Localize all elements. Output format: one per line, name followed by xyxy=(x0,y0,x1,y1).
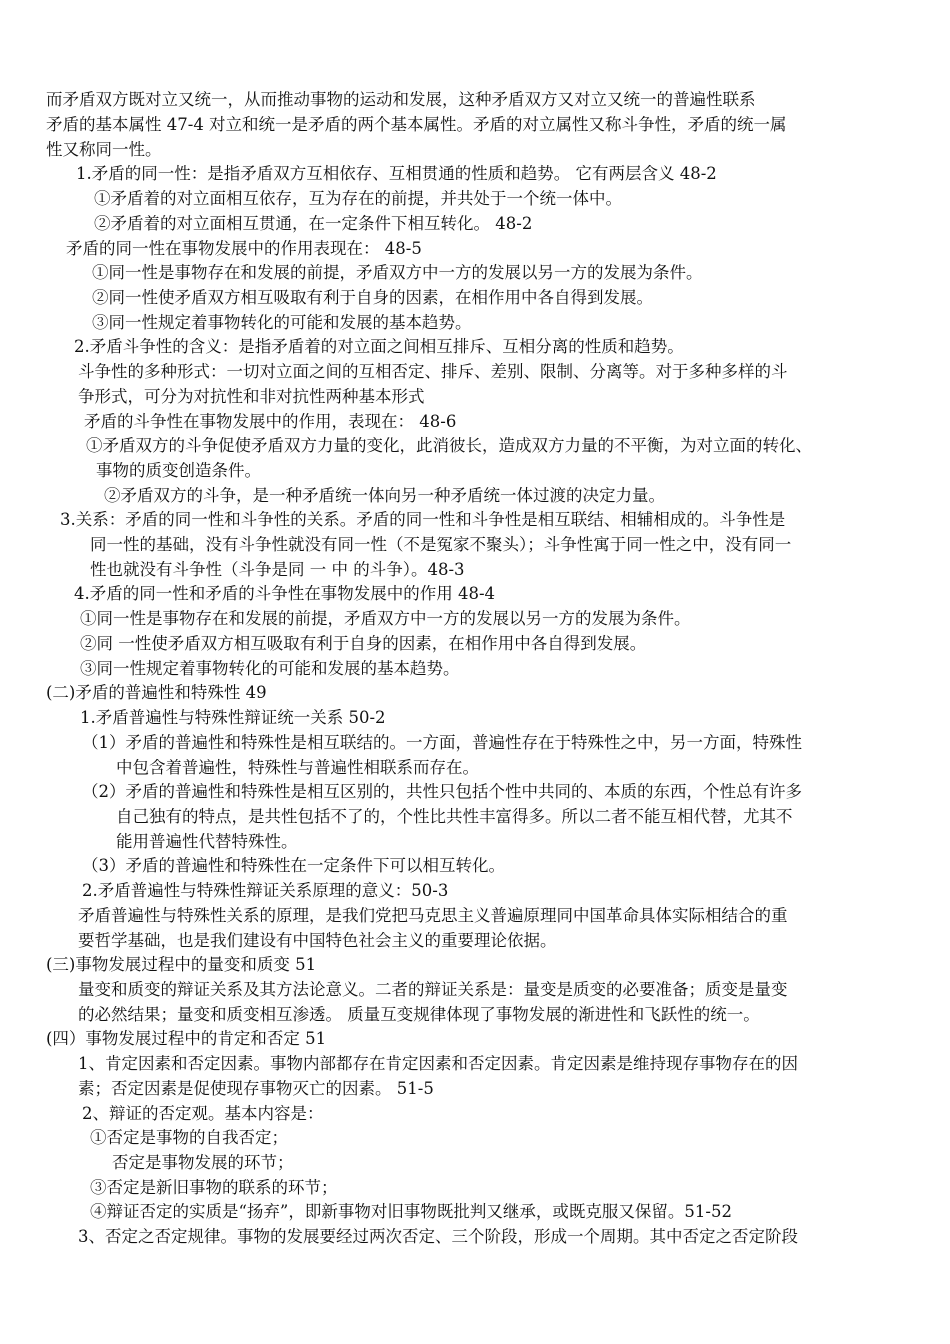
text-line: 事物的质变创造条件。 xyxy=(96,461,261,480)
text-line: 同一性的基础，没有斗争性就没有同一性（不是冤家不聚头）；斗争性寓于同一性之中，没有同一 xyxy=(90,535,792,554)
text-line: 矛盾的同一性在事物发展中的作用表现在： 48-5 xyxy=(66,239,422,258)
text-line: 自己独有的特点，是共性包括不了的，个性比共性丰富得多。所以二者不能互相代替，尤其不 xyxy=(116,807,793,826)
text-line: 要哲学基础，也是我们建设有中国特色社会主义的重要理论依据。 xyxy=(78,931,557,950)
text-line: ①矛盾双方的斗争促使矛盾双方力量的变化，此消彼长，造成双方力量的不平衡，为对立面的转化、 xyxy=(86,436,812,455)
text-line: ①同一性是事物存在和发展的前提，矛盾双方中一方的发展以另一方的发展为条件。 xyxy=(92,263,703,282)
text-line: 1.矛盾的同一性：是指矛盾双方互相依存、互相贯通的性质和趋势。 它有两层含义 48-2 xyxy=(76,164,717,183)
text-line: 的必然结果；量变和质变相互渗透。 质量互变规律体现了事物发展的渐进性和飞跃性的统一。 xyxy=(78,1005,760,1024)
text-line: ①矛盾着的对立面相互依存，互为存在的前提，并共处于一个统一体中。 xyxy=(94,189,622,208)
text-line: 矛盾的基本属性 47-4 对立和统一是矛盾的两个基本属性。矛盾的对立属性又称斗争性，矛盾的统一属 xyxy=(46,115,787,134)
text-line: （3）矛盾的普遍性和特殊性在一定条件下可以相互转化。 xyxy=(82,856,505,875)
text-line: ②同 一性使矛盾双方相互吸取有利于自身的因素，在相作用中各自得到发展。 xyxy=(80,634,647,653)
text-line: (四）事物发展过程中的肯定和否定 51 xyxy=(46,1029,327,1048)
text-line: 1、肯定因素和否定因素。事物内部都存在肯定因素和否定因素。肯定因素是维持现存事物存在的因 xyxy=(78,1054,798,1073)
text-line: 性又称同一性。 xyxy=(46,140,162,159)
text-line: 斗争性的多种形式：一切对立面之间的互相否定、排斥、差别、限制、分离等。对于多种多样的斗 xyxy=(78,362,788,381)
text-line: ③同一性规定着事物转化的可能和发展的基本趋势。 xyxy=(92,313,472,332)
text-line: ②矛盾着的对立面相互贯通，在一定条件下相互转化。 48-2 xyxy=(94,214,533,233)
text-line: 素；否定因素是促使现存事物灭亡的因素。 51-5 xyxy=(78,1079,434,1098)
text-line: ③否定是新旧事物的联系的环节； xyxy=(90,1178,338,1197)
text-line: 2.矛盾斗争性的含义：是指矛盾着的对立面之间相互排斥、互相分离的性质和趋势。 xyxy=(74,337,684,356)
text-line: ①同一性是事物存在和发展的前提，矛盾双方中一方的发展以另一方的发展为条件。 xyxy=(80,609,691,628)
text-line: 性也就没有斗争性（斗争是同 一 中 的斗争）。48-3 xyxy=(90,560,465,579)
text-line: 2.矛盾普遍性与特殊性辩证关系原理的意义：50-3 xyxy=(82,881,449,900)
text-line: 中包含着普遍性，特殊性与普遍性相联系而存在。 xyxy=(116,758,479,777)
text-line: ②矛盾双方的斗争，是一种矛盾统一体向另一种矛盾统一体过渡的决定力量。 xyxy=(104,486,665,505)
text-line: 能用普遍性代替特殊性。 xyxy=(116,832,298,851)
text-line: (二)矛盾的普遍性和特殊性 49 xyxy=(46,683,267,702)
text-line: （1）矛盾的普遍性和特殊性是相互联结的。一方面，普遍性存在于特殊性之中，另一方面，特殊性 xyxy=(82,733,802,752)
text-line: 4.矛盾的同一性和矛盾的斗争性在事物发展中的作用 48-4 xyxy=(74,584,496,603)
text-line: 1.矛盾普遍性与特殊性辩证统一关系 50-2 xyxy=(80,708,386,727)
text-line: ③同一性规定着事物转化的可能和发展的基本趋势。 xyxy=(80,659,460,678)
text-line: 矛盾的斗争性在事物发展中的作用，表现在： 48-6 xyxy=(84,412,457,431)
text-line: ④辩证否定的实质是“扬弃”，即新事物对旧事物既批判又继承，或既克服又保留。51-52 xyxy=(90,1202,732,1221)
text-line: 3.关系：矛盾的同一性和斗争性的关系。矛盾的同一性和斗争性是相互联结、相辅相成的。斗争性是 xyxy=(60,510,786,529)
text-line: 量变和质变的辩证关系及其方法论意义。二者的辩证关系是：量变是质变的必要准备；质变是量变 xyxy=(78,980,788,999)
text-line: ②同一性使矛盾双方相互吸取有利于自身的因素，在相作用中各自得到发展。 xyxy=(92,288,653,307)
text-line: （2）矛盾的普遍性和特殊性是相互区别的，共性只包括个性中共同的、本质的东西，个性总有许多 xyxy=(82,782,802,801)
text-line: 争形式，可分为对抗性和非对抗性两种基本形式 xyxy=(78,387,425,406)
text-line: 3、否定之否定规律。事物的发展要经过两次否定、三个阶段，形成一个周期。其中否定之否定阶段 xyxy=(78,1227,798,1246)
text-line: 矛盾普遍性与特殊性关系的原理，是我们党把马克思主义普遍原理同中国革命具体实际相结合的重 xyxy=(78,906,788,925)
text-line: 2、辩证的否定观。基本内容是： xyxy=(82,1104,324,1123)
text-line: ①否定是事物的自我否定； xyxy=(90,1128,288,1147)
text-line: 而矛盾双方既对立又统一，从而推动事物的运动和发展，这种矛盾双方又对立又统一的普遍性联系 xyxy=(46,90,756,109)
text-line: 否定是事物发展的环节； xyxy=(112,1153,294,1172)
text-line: (三)事物发展过程中的量变和质变 51 xyxy=(46,955,317,974)
